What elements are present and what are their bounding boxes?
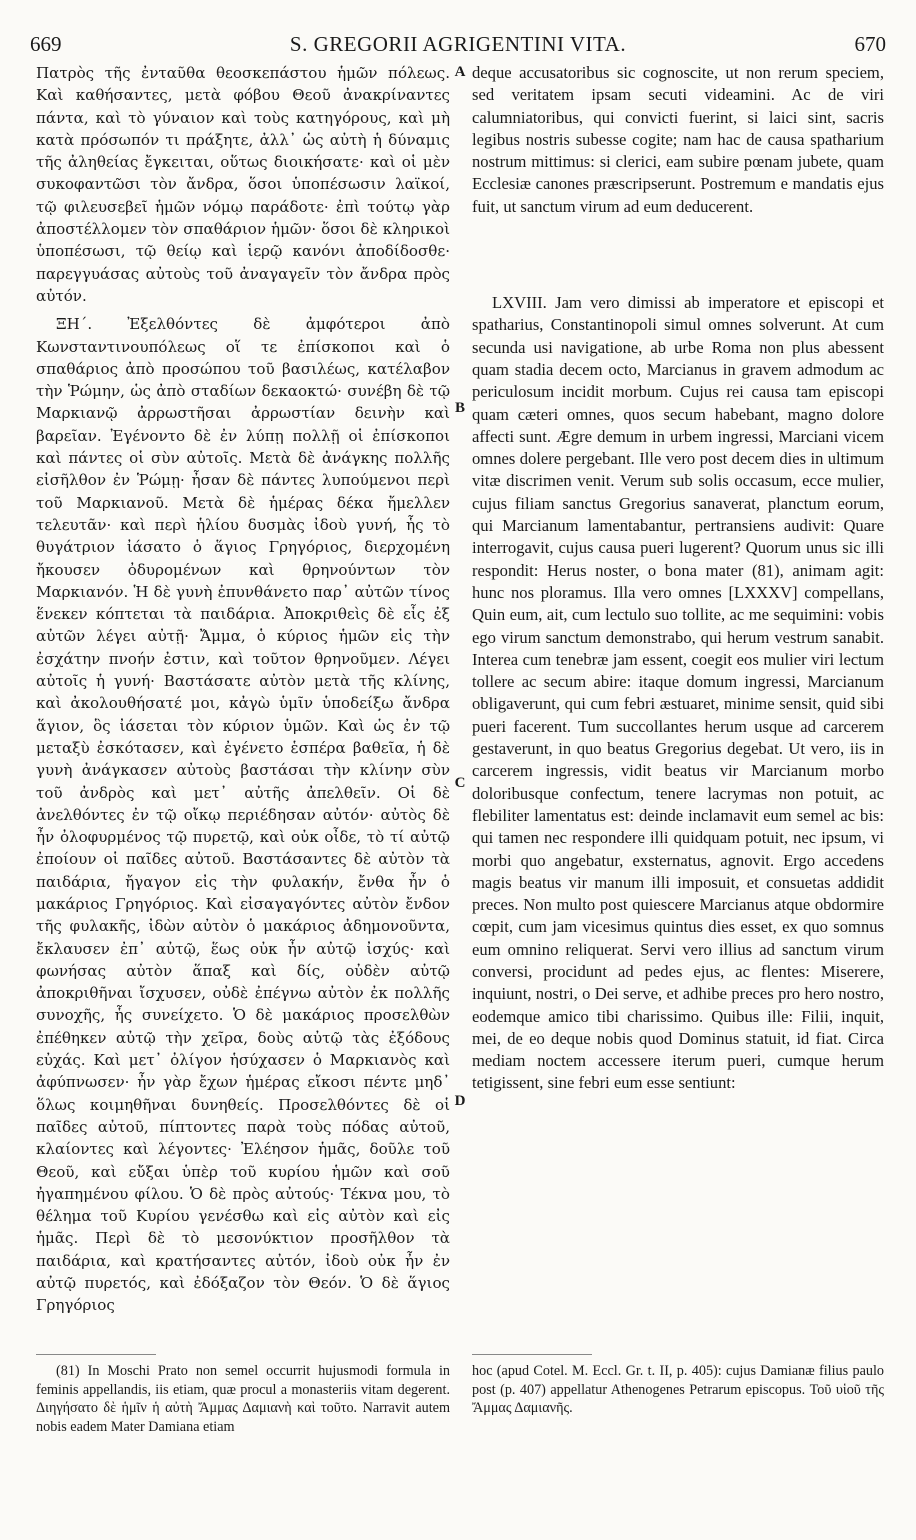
running-title: S. GREGORII AGRIGENTINI VITA. [289, 32, 627, 56]
footnote-separator-left [36, 1354, 156, 1355]
running-header [30, 32, 886, 58]
latin-column [472, 62, 884, 1095]
greek-paragraph-1: Πατρὸς τῆς ἐνταῦθα θεοσκεπάστου ἡμῶν πόλεως. Καὶ καθήσαντες, μετὰ φόβου Θεοῦ ἀνακρίναντες πάντα, καὶ τὸ γύναιον καὶ τοὺς κατηγόρους, καὶ μὴ κατὰ πρόσωπόν τι πράξητε, ἀλλ᾿ ὡς αὐτὴ ἡ δύναμις τῆς ἀληθείας ἔγκειται, οὕτως διοικήσατε· καὶ οἱ μὲν συκοφαντῶσι τὸν ἄνδρα, ὅσοι ὑποπέσωσιν λαϊκοί, τῷ φιλευσεβεῖ ἡμῶν νόμῳ παράδοτε· ἐπὶ τούτῳ γὰρ ἀποστέλλομεν τὸν σπαθάριον ἡμῶν· ὅσοι δὲ κληρικοὶ ὑποπέσωσι, τῷ θείῳ καὶ ἱερῷ κανόνι ἀποδίδοσθε· παρεγγυάσας αὐτοὺς τοῦ ἀναγαγεῖν τὸν ἄνδρα πρὸς αὐτόν. [36, 64, 450, 305]
footnote-left [36, 1362, 450, 1436]
footnote-separator-right [472, 1354, 592, 1355]
greek-paragraph-2: ΞΗ΄. Ἐξελθόντες δὲ ἀμφότεροι ἀπὸ Κωνσταντινουπόλεως οἵ τε ἐπίσκοποι καὶ ὁ σπαθάριος ἀπὸ προσώπου τοῦ βασιλέως, κατέλαβον τὴν Ῥώμην, ὡς ἀπὸ σταδίων δεκαοκτώ· συνέβη δὲ τῷ Μαρκιανῷ ἀρρωστῆσαι ἀρρωστίαν δεινὴν καὶ βαρεῖαν. Ἐγένοντο δὲ ἐν λύπῃ πολλῇ οἱ ἐπίσκοποι καὶ πάντες οἱ σὺν αὐτοῖς. Μετὰ δὲ ἀνάγκης πολλῆς εἰσῆλθον ἐν Ῥώμῃ· ἦσαν δὲ πάντες λυπούμενοι περὶ τοῦ Μαρκιανοῦ. Μετὰ δὲ ἡμέρας δέκα ἤμελλεν τελευτᾶν· καὶ περὶ ἡλίου δυσμὰς ἰδοὺ γυνή, ἧς τὸ θυγάτριον ἰάσατο ὁ ἅγιος Γρηγόριος, διερχομένη ἤκουσεν ὀδυρομένων καὶ θρηνούντων τὸν Μαρκιανόν. Ἡ δὲ γυνὴ ἐπυνθάνετο παρ᾿ αὐτῶν τίνος ἕνεκεν κόπτεται τὰ παιδάρια. Ἀποκριθεὶς δὲ εἷς ἐξ αὐτῶν λέγει αὐτῇ· Ἄμμα, ὁ κύριος ἡμῶν εἰς τὴν ἐσχάτην πνοήν ἐστιν, καὶ τοῦτον θρηνοῦμεν. Λέγει αὐτοῖς ἡ γυνή· Βαστάσατε αὐτὸν μετὰ τῆς κλίνης, καὶ ἀκολουθήσατέ μοι, κἀγὼ ὑμῖν ὑποδείξω ἄνδρα ἅγιον, ὃς ἰάσεται τὸν κύριον ὑμῶν. Καὶ ὡς ἐν τῷ μεταξὺ ἐσκότασεν, καὶ ἐγένετο ἑσπέρα βαθεῖα, ἡ δὲ γυνὴ ἀνάγκασεν αὐτοὺς βαστάσαι τὴν κλίνην σὺν τοῦ ἀνδρὸς καὶ μετ᾿ αὐτῆς ἀπελθεῖν. Οἱ δὲ ἀνελθόντες ἐν τῷ οἴκῳ περιέδησαν αὐτόν· αὐτὸς δὲ ἦν ὀλοφυρμένος τῷ πυρετῷ, καὶ οὐκ οἶδε, τὸ τί αὐτῷ ἐποίουν οἱ παῖδες αὐτοῦ. Βαστάσαντες δὲ αὐτὸν τὰ παιδάρια, ἤγαγον εἰς τὴν φυλακήν, ἔνθα ἦν ὁ μακάριος Γρηγόριος. Καὶ εἰσαγαγόντες αὐτὸν ἔνδον τῆς φυλακῆς, ἰδὼν αὐτὸν ὁ μακάριος ἀδημονοῦντα, ἔκλαυσεν ἐπ᾿ αὐτῷ, ἕως οὐκ ἦν αὐτῷ ἰσχύς· καὶ φωνήσας αὐτὸν ἅπαξ καὶ δίς, οὐδὲν αὐτῷ ἀποκριθῆναι ἴσχυσεν, οὐδὲ ἐπέγνω αὐτὸν ἐκ πολλῆς συνοχῆς, ἧς συνείχετο. Ὁ δὲ μακάριος προσελθὼν ἐπέθηκεν αὐτῷ τὴν χεῖρα, δοὺς αὐτῷ τὰς ἐξόδους εὐχάς. Καὶ μετ᾿ ὀλίγον ἡσύχασεν ὁ Μαρκιανὸς καὶ ἀφύπνωσεν· ἦν γὰρ ἔχων ἡμέρας εἴκοσι πέντε μηδ᾿ ὅλως κοιμηθῆναι δυνηθείς. Προσελθόντες δὲ οἱ παῖδες αὐτοῦ, πίπτοντες παρὰ τοὺς πόδας αὐτοῦ, κλαίοντες καὶ λέγοντες· Ἐλέησον ἡμᾶς, δοῦλε τοῦ Θεοῦ, καὶ εὔξαι ὑπὲρ τοῦ κυρίου ἡμῶν καὶ σοῦ ἠγαπημένου φίλου. Ὁ δὲ πρὸς αὐτούς· Τέκνα μου, τὸ θέλημα τοῦ Κυρίου γενέσθω καὶ εἰς αὐτὸν καὶ εἰς ἡμᾶς. Περὶ δὲ τὸ μεσονύκτιον προσῆλθον τὰ παιδάρια, καὶ κρατήσαντες αὐτόν, ἰδοὺ οὐκ ἦν ἐν αὐτῷ πυρετός, καὶ ἐδόξαζον τὸν Θεόν. Ὁ δὲ ἅγιος Γρηγόριος [36, 315, 450, 1315]
footnote-right [472, 1362, 884, 1418]
footnote-text-right: hoc (apud Cotel. M. Eccl. Gr. t. II, p. 405): cujus Damianæ filius paulo post (p. 407) appellatur Athenogenes Petrarum episcopus. Τοῦ υἱοῦ τῆς Ἄμμας Δαμιανῆς. [472, 1363, 884, 1416]
footnote-text-left: (81) In Moschi Prato non semel occurrit hujusmodi formula in feminis appellandis, iis etiam, quæ procul a monasteriis vitam degerent. Διηγήσατο δὲ ἡμῖν ἡ αὐτὴ Ἄμμας Δαμιανὴ καὶ τοῦτο. Narravit autem nobis eadem Mater Damiana etiam [36, 1363, 450, 1435]
margin-marker-d: D [454, 1093, 466, 1109]
left-page-number: 669 [30, 32, 62, 56]
right-page-number: 670 [854, 32, 886, 56]
margin-marker-a: A [454, 64, 466, 80]
margin-marker-c: C [454, 775, 466, 791]
margin-marker-b: B [454, 400, 465, 416]
latin-paragraph-1: deque accusatoribus sic cognoscite, ut non rerum speciem, sed veritatem ipsam secuti videamini. Ac de viri calumniatoribus, qui convicti fuerint, si laici sint, sacris legibus nostris subesse cogite; nam hac de causa spatharium nostrum mittimus: si clerici, eam subire pœnam jubete, quam Ecclesiæ canones præscripserunt. Postremum e mandatis ejus fuit, ut sanctum virum ad eum deducerent. [472, 63, 884, 216]
greek-column [36, 62, 450, 1317]
latin-paragraph-2: LXVIII. Jam vero dimissi ab imperatore et episcopi et spatharius, Constantinopoli simul omnes solverunt. At cum secunda usi navigatione, ab urbe Roma non plus abessent quam stadia decem octo, Marcianus in gravem admodum ac periculosum incidit morbum. Cujus rei causa tam episcopi quam cæteri omnes, quos secum habebant, magno dolore affecti sunt. Ægre demum in urbem ingressi, Marciani vicem omnes dolere pergebant. Ille vero post decem dies in ultimum vitæ discrimen venit. Verum sub solis occasum, ecce mulier, cujus filiam sanctus Gregorius sanaverat, planctum eorum, qui Marcianum lamentabantur, pertransiens audivit: Quare interrogavit, cujus causa pueri lugerent? Quorum unus sic illi respondit: Herus noster, o bona mater (81), animam agit: hunc nos ploramus. Illa vero omnes [LXXXV] compellans, Quin eum, ait, cum lectulo suo tollite, ac me sequimini: vobis ego virum sanctum demonstrabo, qui herum vestrum sanabit. Interea cum tenebræ jam essent, coegit eos mulier viri lectum tollere ac secum abire: itaque domum ingressi, Marcianum obligaverunt, qui cum febri æstuaret, minime sensit, quid sibi pueri facerent. Tum succollantes herum usque ad carcerem gestaverunt, in quo beatus Gregorius degebat. Ut vero, iis in carcerem ingressis, vidit beatus vir Marcianum morbo doloribusque confectum, tenere lacrymas non potuit, ac flebiliter lamentatus est: deinde inclamavit eum semel ac bis: qui tamen nec respondere illi quidquam potuit, nec ipsum, vi morbi quo angebatur, exsternatus, agnovit. Ergo accedens magis beatus vir manum illi imposuit, et consuetas addidit preces. Non multo post quiescere Marcianus atque obdormire cœpit, cum jam vicesimus quintus dies esset, ex quo somnus eum omnino reliquerat. Servi vero illius ad sanctum virum conversi, procidunt ad pedes ejus, ac flentes: Miserere, inquiunt, nostri, o Dei serve, et adhibe preces pro hero nostro, eodemque amico tibi charissimo. Quibus ille: Filii, inquit, mei, de eo deque nobis quod Dominus statuit, id fiat. Circa mediam noctem accessere iterum pueri, cumque herum tetigissent, sine febri eum esse sentiunt: [472, 293, 884, 1093]
